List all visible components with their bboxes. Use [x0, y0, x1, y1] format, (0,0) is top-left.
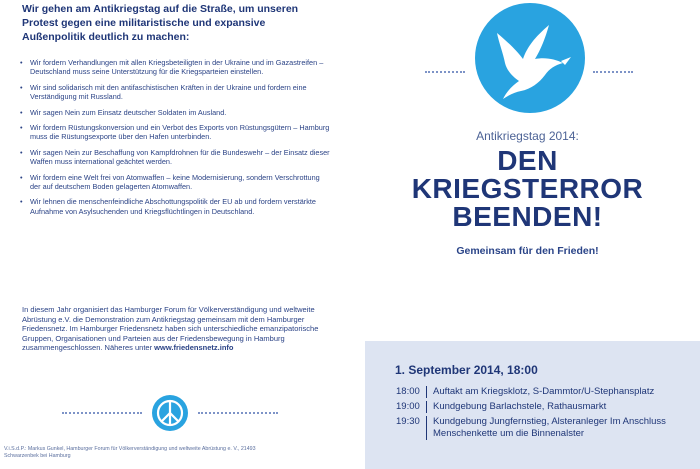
website-link[interactable]: www.friedensnetz.info	[154, 343, 234, 353]
list-item: • Wir lehnen die menschenfeindliche Abschottungspolitik der EU ab und fordern verstärkte Aufnahme von Asylsuchenden und Kriegsflüchtlingen in Deutschland.	[20, 197, 316, 216]
schedule-row	[396, 386, 696, 398]
bullet-icon: •	[20, 197, 23, 207]
divider-dove-left	[425, 71, 465, 73]
divider-right	[198, 412, 278, 414]
schedule-row	[396, 416, 696, 440]
dove-icon	[475, 3, 585, 113]
left-panel	[0, 0, 345, 469]
bullet-icon: •	[20, 172, 23, 182]
subtitle: Antikriegstag 2014:	[476, 129, 579, 143]
schedule-separator	[426, 401, 427, 413]
divider-dove-right	[593, 71, 633, 73]
demands-list	[20, 58, 330, 222]
peace-sign-icon	[152, 395, 188, 431]
schedule-text: Auftakt am Kriegsklotz, S-Dammtor/U-Stephansplatz	[433, 386, 655, 397]
list-item: • Wir fordern eine Welt frei von Atomwaffen – keine Modernisierung, sondern Verschrottung der auf deutschem Boden gelagerten Atomwaffen.	[20, 172, 320, 192]
schedule-time: 19:30	[396, 416, 420, 427]
tagline: Gemeinsam für den Frieden!	[456, 245, 599, 257]
headline-line-1: DEN	[497, 145, 558, 176]
schedule-date: 1. September 2014, 18:00	[395, 363, 538, 377]
headline-line-3: BEENDEN!	[452, 201, 603, 232]
bullet-icon: •	[20, 58, 23, 67]
headline-line-2: KRIEGSTERROR	[411, 173, 644, 204]
intro-heading: Wir gehen am Antikriegstag auf die Straße, um unseren Protest gegen eine militaristische und expansive Außenpolitik deutlich zu machen:	[22, 3, 299, 43]
schedule-row	[396, 401, 696, 413]
divider-left	[62, 412, 142, 414]
right-panel	[355, 0, 700, 469]
schedule-box	[365, 341, 700, 469]
list-item: • Wir sagen Nein zum Einsatz deutscher Soldaten im Ausland.	[20, 107, 227, 117]
schedule-text: Kundgebung Barlachstele, Rathausmarkt	[433, 401, 607, 412]
bullet-icon: •	[20, 82, 23, 92]
schedule-time: 19:00	[396, 401, 420, 412]
list-item: • Wir fordern Verhandlungen mit allen Kriegsbeteiligten in der Ukraine und im Gazastreifen – Deutschland muss seine Unterstützung für die Kriegsparteien einstellen.	[20, 58, 324, 77]
bullet-icon: •	[20, 147, 23, 157]
bullet-icon: •	[20, 123, 23, 133]
schedule-time: 18:00	[396, 386, 420, 397]
list-item: • Wir sind solidarisch mit den antifaschistischen Kräften in der Ukraine und fordern eine Verständigung mit Russland.	[20, 82, 307, 102]
list-item: • Wir fordern Rüstungskonversion und ein Verbot des Exports von Rüstungsgütern – Hamburg muss die Rüstungsexporte über den Hafen unterbinden.	[20, 123, 330, 142]
schedule-separator	[426, 386, 427, 398]
schedule-separator	[426, 416, 427, 440]
organizer-text	[22, 305, 322, 353]
headline	[355, 147, 700, 231]
schedule-list	[396, 386, 696, 443]
imprint: V.i.S.d.P.: Markus Gunkel, Hamburger Forum für Völkerverständigung und weltweite Abrüstung e. V., 21493 Schwarzenbek bei Hamburg	[4, 446, 256, 459]
organizer-paragraph: In diesem Jahr organisiert das Hamburger Forum für Völkerverständigung und weltweite Abrüstung e.V. die Demonstration zum Antikriegstag gemeinsam mit dem Hamburger Friedensnetz. Im Hamburger Friedensnetz haben sich unterschiedliche emanzipatorische Gruppen, Organisationen und Parteien aus der Friedensbewegung in Hamburg zusammengeschlossen. Näheres unter	[22, 305, 319, 353]
list-item: • Wir sagen Nein zur Beschaffung von Kampfdrohnen für die Bundeswehr – der Einsatz dieser Waffen muss international geächtet werden.	[20, 147, 330, 167]
schedule-text: Kundgebung Jungfernstieg, Alsteranleger Im Anschluss Menschenkette um die Binnenalster	[433, 416, 666, 439]
bullet-icon: •	[20, 107, 23, 117]
